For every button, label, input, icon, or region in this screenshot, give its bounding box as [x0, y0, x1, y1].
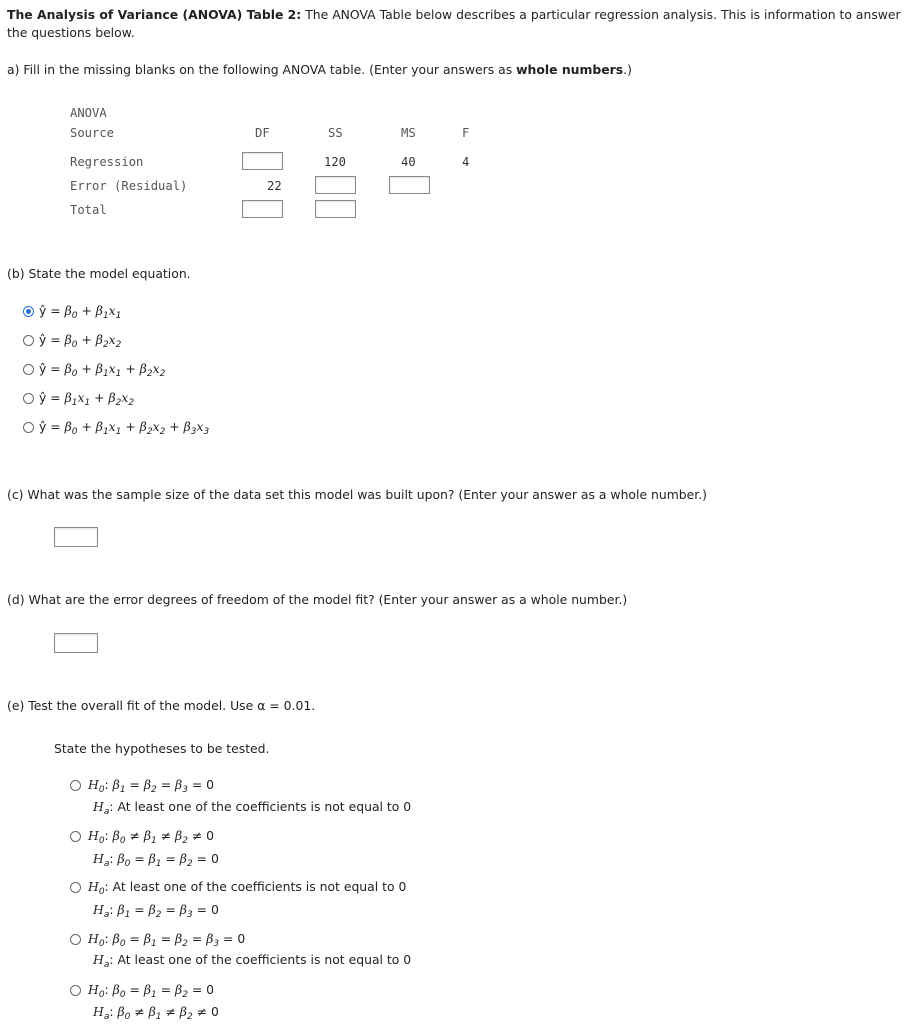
intro-title: The Analysis of Variance (ANOVA) Table 2:	[7, 7, 302, 22]
total-df-input[interactable]	[242, 200, 283, 218]
error-df-value: 22	[267, 179, 282, 193]
model-option-radio-5[interactable]	[23, 422, 34, 433]
error-df-answer-input[interactable]	[54, 633, 98, 653]
regression-ms-value: 40	[401, 155, 416, 169]
row-error-label: Error (Residual)	[70, 179, 188, 193]
part-c-prompt: (c) What was the sample size of the data set this model was built upon? (Enter your answer as a whole number.)	[7, 487, 707, 502]
hypothesis-1-h0[interactable]: $H_0$: $\beta_1 = \beta_2 = \beta_3 = 0$	[88, 777, 215, 795]
model-option-3[interactable]: ŷ = $\beta_0 + \beta_1x_1 + \beta_2x_2$	[39, 361, 166, 379]
model-option-radio-4[interactable]	[23, 393, 34, 404]
model-option-2[interactable]: ŷ = $\beta_0 + \beta_2x_2$	[39, 332, 122, 350]
model-option-1[interactable]: ŷ = $\beta_0 + \beta_1x_1$	[39, 303, 122, 321]
part-b-prompt: (b) State the model equation.	[7, 266, 191, 281]
header-ms: MS	[401, 126, 416, 140]
part-e-subprompt: State the hypotheses to be tested.	[54, 741, 270, 756]
part-d-prompt: (d) What are the error degrees of freedom of the model fit? (Enter your answer as a whole number.)	[7, 592, 628, 607]
model-option-radio-3[interactable]	[23, 364, 34, 375]
model-option-5[interactable]: ŷ = $\beta_0 + \beta_1x_1 + \beta_2x_2 + \beta_3x_3$	[39, 419, 210, 437]
hypothesis-2-ha: $H_a$: $\beta_0 = \beta_1 = \beta_2 = 0$	[93, 851, 219, 869]
hypothesis-radio-1[interactable]	[70, 780, 81, 791]
hypothesis-radio-2[interactable]	[70, 831, 81, 842]
hypothesis-1-ha: $H_a$: At least one of the coefficients is not equal to 0	[93, 799, 412, 817]
hypothesis-5-h0[interactable]: $H_0$: $\beta_0 = \beta_1 = \beta_2 = 0$	[88, 982, 215, 1000]
intro-text: The ANOVA Table below describes a particular regression analysis. This is information to answer the questions below.	[7, 7, 901, 40]
hypothesis-radio-3[interactable]	[70, 882, 81, 893]
intro-paragraph	[7, 6, 912, 42]
regression-ss-value: 120	[324, 155, 347, 169]
row-total-label: Total	[70, 203, 107, 217]
part-e-prompt: (e) Test the overall fit of the model. Use α = 0.01.	[7, 698, 316, 713]
sample-size-input[interactable]	[54, 527, 98, 547]
hypothesis-3-h0[interactable]: $H_0$: At least one of the coefficients is not equal to 0	[88, 879, 407, 897]
error-ms-input[interactable]	[389, 176, 430, 194]
hypothesis-4-ha: $H_a$: At least one of the coefficients is not equal to 0	[93, 952, 412, 970]
hypothesis-5-ha: $H_a$: $\beta_0 \ne \beta_1 \ne \beta_2 \ne 0$	[93, 1004, 219, 1022]
total-ss-input[interactable]	[315, 200, 356, 218]
hypothesis-4-h0[interactable]: $H_0$: $\beta_0 = \beta_1 = \beta_2 = \beta_3 = 0$	[88, 931, 246, 949]
anova-title: ANOVA	[70, 106, 107, 120]
part-a-prompt-bold: whole numbers	[516, 62, 624, 77]
model-option-4[interactable]: ŷ = $\beta_1x_1 + \beta_2x_2$	[39, 390, 135, 408]
hypothesis-radio-4[interactable]	[70, 934, 81, 945]
error-ss-input[interactable]	[315, 176, 356, 194]
header-f: F	[462, 126, 470, 140]
hypothesis-2-h0[interactable]: $H_0$: $\beta_0 \ne \beta_1 \ne \beta_2 \ne 0$	[88, 828, 215, 846]
model-option-radio-2[interactable]	[23, 335, 34, 346]
hypothesis-3-ha: $H_a$: $\beta_1 = \beta_2 = \beta_3 = 0$	[93, 902, 219, 920]
row-regression-label: Regression	[70, 155, 144, 169]
model-option-radio-1[interactable]	[23, 306, 34, 317]
header-ss: SS	[328, 126, 343, 140]
part-a-prompt-end: .)	[623, 62, 632, 77]
regression-f-value: 4	[462, 155, 470, 169]
header-source: Source	[70, 126, 115, 140]
part-a-prompt-text: a) Fill in the missing blanks on the following ANOVA table. (Enter your answers as	[7, 62, 517, 77]
regression-df-input[interactable]	[242, 152, 283, 170]
part-a-prompt	[7, 62, 632, 77]
header-df: DF	[255, 126, 270, 140]
hypothesis-radio-5[interactable]	[70, 985, 81, 996]
